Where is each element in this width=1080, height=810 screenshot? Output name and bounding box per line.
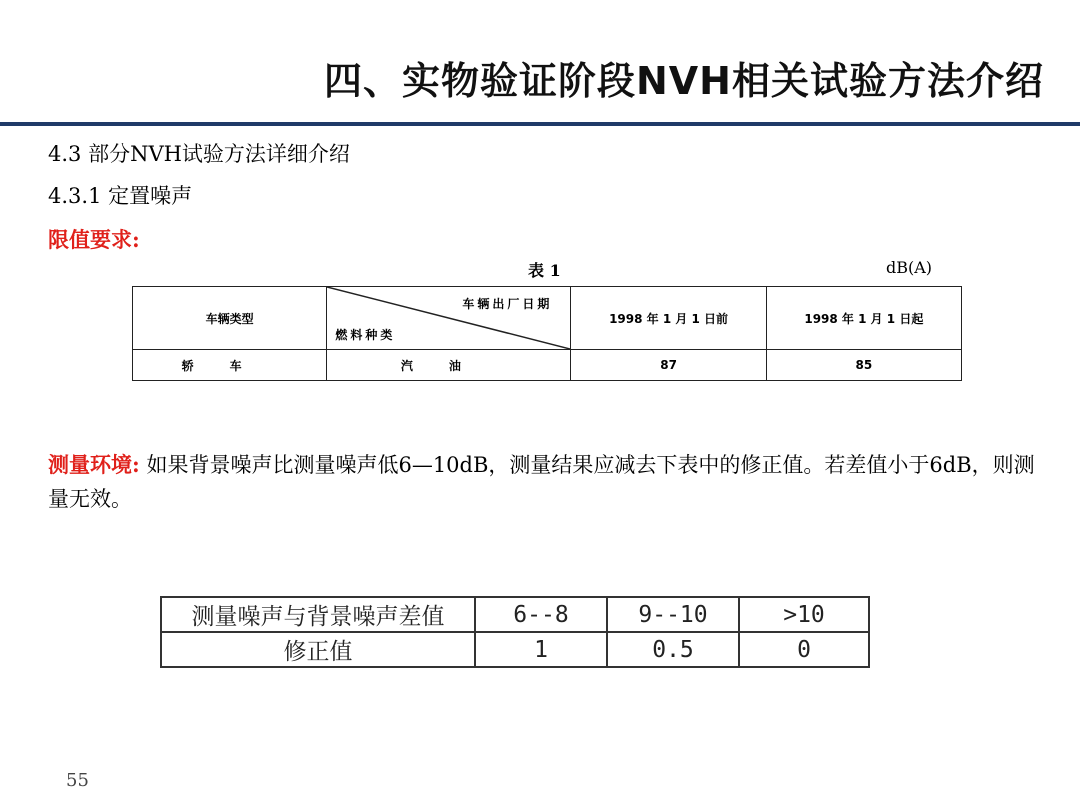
header-diagonal-cell [327, 287, 571, 350]
cell-fuel: 汽油 [327, 350, 571, 381]
environment-text: 如果背景噪声比测量噪声低6—10dB，测量结果应减去下表中的修正值。若差值小于6dB，则测 量无效。 [48, 453, 1035, 511]
row-label-correction: 修正值 [161, 632, 475, 667]
table1-unit: dB(A) [886, 258, 933, 277]
difference-cell: 9--10 [607, 597, 739, 632]
table-row [161, 597, 869, 632]
difference-cell: 6--8 [475, 597, 607, 632]
cell-limit-after: 85 [766, 350, 961, 381]
header-fuel-type: 燃料种类 [335, 328, 396, 342]
slide-title: 四、实物验证阶段NVH相关试验方法介绍 [323, 59, 1044, 103]
header-manufacture-date: 车辆出厂日期 [462, 297, 553, 311]
row-label-difference: 测量噪声与背景噪声差值 [161, 597, 475, 632]
subsection-heading: 4.3.1 定置噪声 [48, 184, 193, 208]
table-row [133, 350, 962, 381]
correction-cell: 0.5 [607, 632, 739, 667]
header-vehicle-type: 车辆类型 [133, 287, 327, 350]
header-after-1998: 1998 年 1 月 1 日起 [766, 287, 961, 350]
table-row [161, 632, 869, 667]
cell-limit-before: 87 [571, 350, 766, 381]
header-before-1998: 1998 年 1 月 1 日前 [571, 287, 766, 350]
correction-cell: 1 [475, 632, 607, 667]
table1-header-row [133, 287, 962, 350]
title-divider [0, 122, 1080, 126]
section-heading: 4.3 部分NVH试验方法详细介绍 [48, 142, 350, 166]
table1-caption: 表 1 [528, 261, 561, 280]
difference-cell: >10 [739, 597, 869, 632]
limit-requirements-label: 限值要求: [48, 227, 140, 252]
environment-label: 测量环境: [48, 452, 140, 477]
correction-cell: 0 [739, 632, 869, 667]
noise-limit-table [132, 286, 962, 381]
cell-vehicle-type: 轿车 [133, 350, 327, 381]
page-number: 55 [66, 770, 89, 791]
measurement-environment [48, 448, 1038, 516]
correction-table [160, 596, 870, 668]
